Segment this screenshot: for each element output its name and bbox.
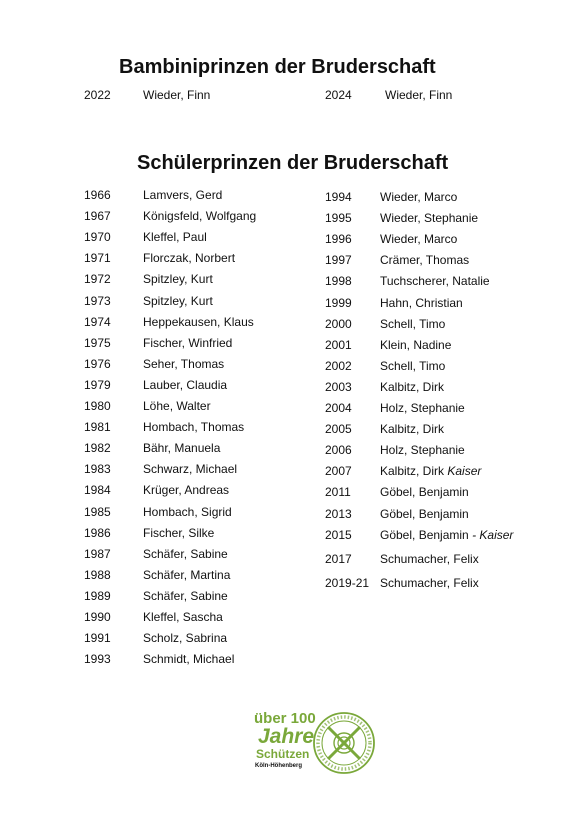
entry-name-text: Schmidt, Michael — [143, 652, 235, 667]
entry-name — [143, 610, 223, 624]
entry-name — [380, 485, 469, 499]
centenary-logo — [252, 704, 376, 782]
entry-name-text: Hombach, Thomas — [143, 420, 245, 435]
entry-year: 2015 — [325, 527, 352, 542]
entry-year: 1972 — [84, 272, 111, 287]
entry-name — [380, 211, 478, 225]
entry-name-text: Holz, Stephanie — [380, 401, 465, 415]
logo-text — [254, 710, 316, 769]
entry-name-text: Wieder, Marco — [380, 190, 458, 204]
logo-line-2: Jahre — [258, 725, 315, 748]
entry-year: 2004 — [325, 401, 352, 415]
entry-name — [380, 401, 465, 415]
entry-name — [380, 380, 444, 394]
entry-year: 2002 — [325, 358, 352, 373]
entry-year: 1985 — [84, 504, 111, 519]
entry-name-text: Kalbitz, Dirk — [380, 422, 445, 437]
entry-year: 1980 — [84, 399, 111, 413]
entry-year: 1983 — [84, 462, 111, 477]
entry-name — [143, 336, 232, 350]
entry-year: 1982 — [84, 441, 111, 456]
entry-name — [380, 296, 463, 310]
entry-year: 1967 — [84, 209, 111, 224]
entry-name-text: Seher, Thomas — [143, 356, 225, 371]
entry-name — [143, 209, 256, 223]
entry-name — [143, 378, 227, 392]
entry-name — [380, 317, 445, 331]
entry-year: 1981 — [84, 420, 111, 435]
entry-year: 2019-21 — [325, 575, 370, 590]
entry-name — [380, 528, 513, 542]
logo-line-3: Schützen — [256, 747, 310, 761]
entry-name-text: Spitzley, Kurt — [143, 293, 213, 308]
entry-name-text: Klein, Nadine — [380, 337, 452, 352]
entry-year: 1991 — [84, 631, 111, 646]
entry-name — [143, 251, 235, 265]
entry-name-text: Schumacher, Felix — [380, 575, 479, 590]
entry-name — [143, 399, 211, 413]
entry-name — [380, 464, 481, 478]
entry-name-text: Fischer, Winfried — [143, 335, 233, 350]
entry-year: 1973 — [84, 293, 111, 308]
entry-name-text: Kalbitz, Dirk — [380, 379, 445, 394]
entry-name — [143, 420, 244, 434]
entry-year: 1996 — [325, 232, 352, 247]
entry-name-text: Spitzley, Kurt — [143, 272, 213, 287]
entry-note: - Kaiser — [472, 527, 514, 542]
entry-year: 2013 — [325, 506, 352, 521]
entry-year: 1984 — [84, 483, 111, 498]
entry-year: 2022 — [84, 88, 111, 102]
entry-name — [143, 441, 220, 455]
entry-name-text: Lauber, Claudia — [143, 377, 228, 392]
entry-name — [380, 359, 445, 373]
entry-year: 1974 — [84, 314, 111, 329]
entry-name-text: Schumacher, Felix — [380, 551, 479, 566]
entry-year: 1987 — [84, 546, 111, 561]
entry-name — [380, 274, 490, 288]
entry-year: 1995 — [325, 211, 352, 226]
entry-name-text: Kleffel, Paul — [143, 230, 207, 245]
entry-name — [143, 589, 228, 603]
entry-name — [380, 507, 469, 521]
entry-name-text: Löhe, Walter — [143, 399, 211, 413]
entry-year: 1988 — [84, 567, 111, 582]
entry-name — [143, 483, 229, 497]
entry-name — [143, 631, 227, 645]
entry-year: 1994 — [325, 190, 352, 204]
entry-name-text: Lamvers, Gerd — [143, 188, 223, 202]
entry-name-text: Fischer, Silke — [143, 525, 215, 540]
entry-name-text: Crämer, Thomas — [380, 253, 470, 268]
entry-year: 2003 — [325, 379, 352, 394]
entry-name — [143, 272, 213, 286]
entry-year: 1998 — [325, 274, 352, 289]
entry-year: 1986 — [84, 525, 111, 540]
entry-year: 2001 — [325, 337, 352, 352]
entry-year: 1975 — [84, 335, 111, 350]
entry-year: 1971 — [84, 251, 111, 266]
entry-name — [380, 576, 479, 590]
entry-year: 2005 — [325, 422, 352, 437]
entry-name — [380, 338, 451, 352]
entry-name — [380, 443, 465, 457]
entry-name-text: Schäfer, Sabine — [143, 546, 228, 561]
logo-line-1: über 100 — [254, 710, 316, 727]
entry-name-text: Königsfeld, Wolfgang — [143, 209, 257, 224]
entry-name-text: Schäfer, Sabine — [143, 588, 228, 603]
entry-year: 1997 — [325, 253, 352, 268]
entry-name — [143, 294, 213, 308]
entry-name — [380, 422, 444, 436]
entry-name-text: Göbel, Benjamin — [380, 485, 469, 500]
entry-name-text: Kalbitz, Dirk — [380, 464, 445, 479]
entry-name-text: Hahn, Christian — [380, 295, 463, 310]
entry-name-text: Wieder, Marco — [380, 232, 458, 247]
entry-year: 2007 — [325, 464, 352, 479]
entry-name-text: Göbel, Benjamin — [380, 506, 469, 521]
entry-name — [143, 357, 224, 371]
entry-year: 1999 — [325, 295, 352, 310]
entry-name-text: Schäfer, Martina — [143, 567, 231, 582]
entry-name — [143, 568, 230, 582]
entry-name-text: Kleffel, Sascha — [143, 610, 223, 624]
entry-name-text: Hombach, Sigrid — [143, 504, 232, 519]
entry-year: 1990 — [84, 610, 111, 624]
entry-year: 2006 — [325, 443, 352, 458]
entry-name-text: Wieder, Stephanie — [380, 211, 479, 226]
entry-name — [380, 253, 469, 267]
entry-name — [380, 190, 457, 204]
entry-year: 2017 — [325, 551, 352, 566]
entry-year: 1970 — [84, 230, 111, 245]
entry-name — [143, 188, 222, 202]
entry-name-text: Florczak, Norbert — [143, 251, 236, 266]
entry-name — [143, 526, 214, 540]
entry-note: Kaiser — [447, 464, 482, 479]
entry-year: 2011 — [325, 485, 351, 500]
entry-name-text: Bähr, Manuela — [143, 441, 221, 456]
schueler-title: Schülerprinzen der Bruderschaft — [137, 152, 449, 174]
entry-name — [143, 462, 237, 476]
bambini-title: Bambiniprinzen der Bruderschaft — [119, 56, 436, 78]
entry-name-text: Schwarz, Michael — [143, 462, 238, 477]
entry-name-text: Tuchscherer, Natalie — [380, 274, 490, 289]
entry-year: 2000 — [325, 316, 352, 331]
entry-name — [380, 552, 479, 566]
entry-name — [143, 230, 207, 244]
entry-year: 1966 — [84, 188, 111, 202]
entry-year: 2024 — [325, 88, 352, 102]
entry-name-text: Holz, Stephanie — [380, 443, 465, 458]
entry-name-text: Heppekausen, Klaus — [143, 314, 254, 329]
entry-year: 1989 — [84, 588, 111, 603]
entry-name-text: Krüger, Andreas — [143, 483, 230, 498]
entry-name — [143, 505, 232, 519]
seal-icon — [314, 713, 374, 773]
entry-name — [143, 652, 234, 666]
entry-year: 1993 — [84, 652, 111, 667]
entry-name: Wieder, Finn — [385, 88, 453, 102]
entry-name: Wieder, Finn — [143, 88, 211, 102]
entry-name — [143, 547, 228, 561]
entry-name-text: Schell, Timo — [380, 316, 446, 331]
entry-name-text: Scholz, Sabrina — [143, 631, 228, 646]
entry-name-text: Schell, Timo — [380, 358, 446, 373]
entry-year: 1979 — [84, 377, 111, 392]
entry-name-text: Göbel, Benjamin — [380, 527, 469, 542]
logo-line-4: Köln-Höhenberg — [255, 763, 302, 769]
entry-year: 1976 — [84, 356, 111, 371]
entry-name — [143, 315, 254, 329]
entry-name — [380, 232, 457, 246]
